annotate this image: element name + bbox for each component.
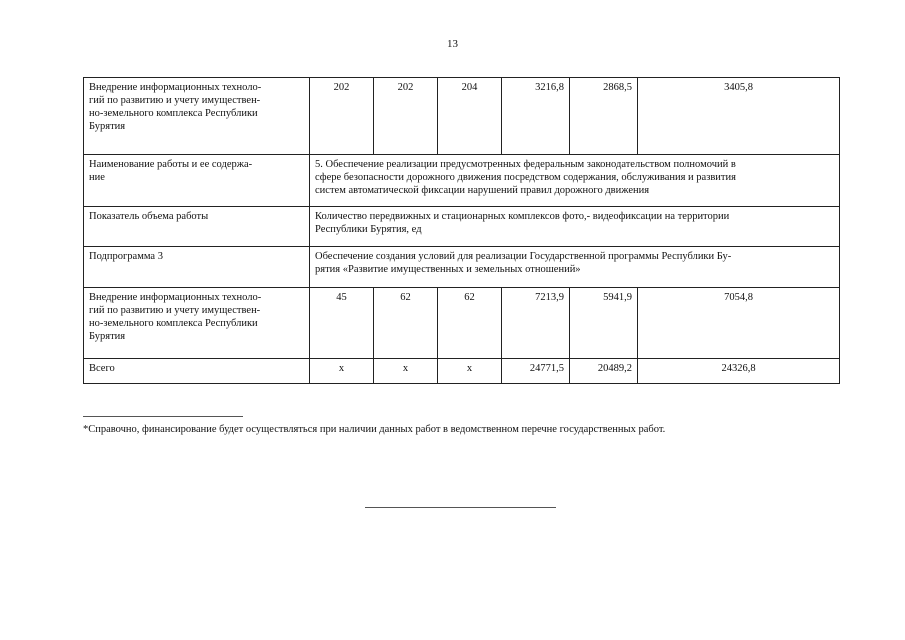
cell-value: x (438, 359, 502, 384)
cell-value: x (310, 359, 374, 384)
page-number: 13 (447, 38, 458, 50)
cell-value: x (374, 359, 438, 384)
cell-value: 45 (310, 288, 374, 359)
table-row (84, 78, 840, 155)
table-row (84, 207, 840, 247)
cell-value: 202 (374, 78, 438, 155)
merged-cell: Количество передвижных и стационарных комплексов фото,- видеофиксации на территории Республики Бурятия, ед (310, 207, 840, 247)
cell-value: 62 (438, 288, 502, 359)
cell-value: 7054,8 (638, 288, 840, 359)
cell-value: 2868,5 (570, 78, 638, 155)
cell-value: 24771,5 (502, 359, 570, 384)
footnote: *Справочно, финансирование будет осуществляться при наличии данных работ в ведомственном перечне государственных работ. (83, 424, 666, 435)
cell-value: 62 (374, 288, 438, 359)
cell-value: 3216,8 (502, 78, 570, 155)
footnote-divider (83, 416, 243, 417)
cell-value: 7213,9 (502, 288, 570, 359)
table-row (84, 359, 840, 384)
merged-cell: Обеспечение создания условий для реализации Государственной программы Республики Бу- рятия «Развитие имущественных и земельных отношений» (310, 247, 840, 288)
table-row (84, 288, 840, 359)
row-label: Всего (84, 359, 310, 384)
row-label: Подпрограмма 3 (84, 247, 310, 288)
end-divider (365, 507, 556, 508)
row-label: Показатель объема работы (84, 207, 310, 247)
cell-value: 5941,9 (570, 288, 638, 359)
table-row (84, 247, 840, 288)
work-table (83, 77, 840, 384)
row-label: Наименование работы и ее содержа- ние (84, 155, 310, 207)
row-label: Внедрение информационных техноло- гий по развитию и учету имуществен- но-земельного комплекса Республики Бурятия (84, 288, 310, 359)
merged-cell: 5. Обеспечение реализации предусмотренных федеральным законодательством полномочий в сфере безопасности дорожного движения посредством содержания, обслуживания и развития систем автоматической фиксации нарушений правил дорожного движения (310, 155, 840, 207)
cell-value: 24326,8 (638, 359, 840, 384)
cell-value: 20489,2 (570, 359, 638, 384)
cell-value: 3405,8 (638, 78, 840, 155)
cell-value: 202 (310, 78, 374, 155)
cell-value: 204 (438, 78, 502, 155)
table-row (84, 155, 840, 207)
row-label: Внедрение информационных техноло- гий по развитию и учету имуществен- но-земельного комплекса Республики Бурятия (84, 78, 310, 155)
